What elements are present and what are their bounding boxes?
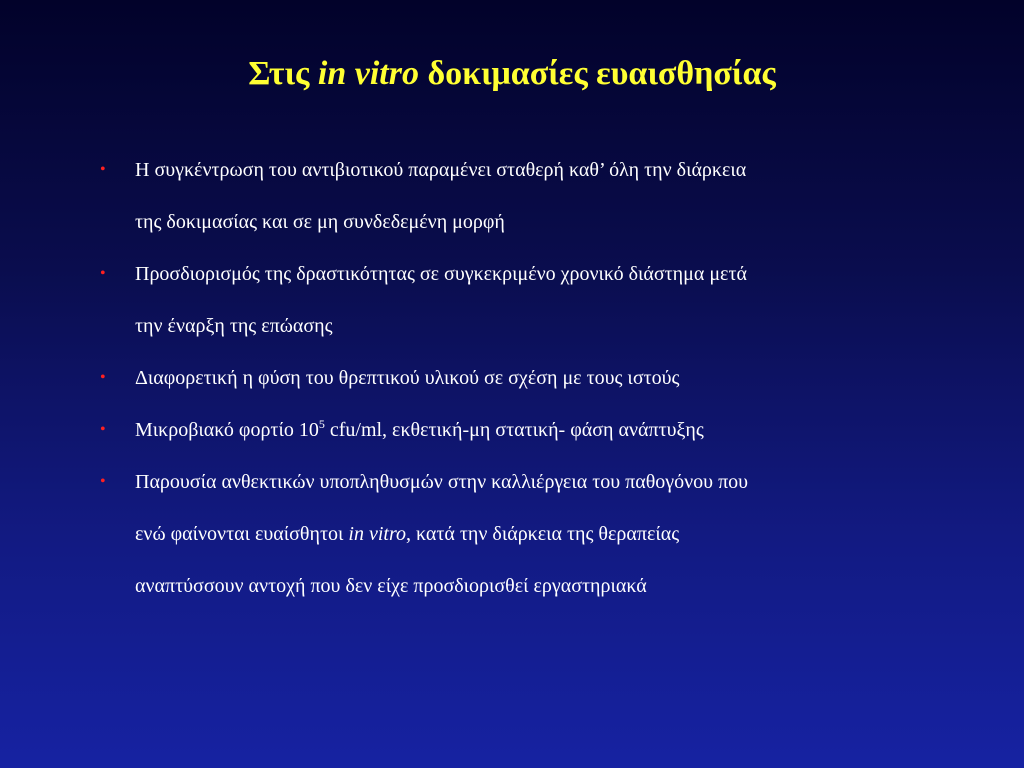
bullet-5-line-2-before: ενώ φαίνονται ευαίσθητοι bbox=[135, 523, 349, 545]
bullet-marker-icon: • bbox=[100, 161, 106, 178]
bullet-text bbox=[135, 352, 956, 404]
bullet-2-line-2: την έναρξη της επώασης bbox=[135, 315, 333, 337]
bullet-text bbox=[135, 404, 956, 456]
slide-title bbox=[0, 52, 1024, 96]
bullet-4-exponent: 5 bbox=[318, 417, 325, 431]
bullet-3-line-1: Διαφορετική η φύση του θρεπτικού υλικού σε σχέση με τους ιστούς bbox=[135, 367, 680, 389]
bullet-5-line-1: Παρουσία ανθεκτικών υποπληθυσμών στην καλλιέργεια του παθογόνου που bbox=[135, 471, 749, 493]
bullet-text bbox=[135, 456, 956, 612]
bullet-list bbox=[96, 144, 956, 612]
title-text-after: δοκιμασίες ευαισθησίας bbox=[418, 55, 776, 92]
bullet-4-text-before: Μικροβιακό φορτίο 10 bbox=[135, 419, 319, 441]
bullet-item-4 bbox=[96, 404, 956, 456]
bullet-1-line-1: Η συγκέντρωση του αντιβιοτικού παραμένει σταθερή καθ’ όλη την διάρκεια bbox=[135, 159, 747, 181]
title-text-before: Στις bbox=[248, 55, 318, 92]
bullet-marker-icon: • bbox=[100, 265, 106, 282]
bullet-text bbox=[135, 144, 956, 248]
bullet-item-2 bbox=[96, 248, 956, 352]
bullet-item-3 bbox=[96, 352, 956, 404]
bullet-item-1 bbox=[96, 144, 956, 248]
bullet-5-line-3: αναπτύσσουν αντοχή που δεν είχε προσδιορισθεί εργαστηριακά bbox=[135, 575, 647, 597]
bullet-marker-icon: • bbox=[100, 369, 106, 386]
bullet-item-5 bbox=[96, 456, 956, 612]
bullet-4-text-after: cfu/ml, εκθετική-μη στατική- φάση ανάπτυξης bbox=[324, 419, 704, 441]
bullet-5-line-2-after: , κατά την διάρκεια της θεραπείας bbox=[405, 523, 680, 545]
bullet-text bbox=[135, 248, 956, 352]
bullet-2-line-1: Προσδιορισμός της δραστικότητας σε συγκεκριμένο χρονικό διάστημα μετά bbox=[135, 263, 747, 285]
bullet-marker-icon: • bbox=[100, 473, 106, 490]
title-text-italic: in vitro bbox=[317, 55, 419, 92]
bullet-5-line-2-italic: in vitro bbox=[348, 523, 406, 545]
bullet-marker-icon: • bbox=[100, 421, 106, 438]
bullet-1-line-2: της δοκιμασίας και σε μη συνδεδεμένη μορφή bbox=[135, 211, 505, 233]
